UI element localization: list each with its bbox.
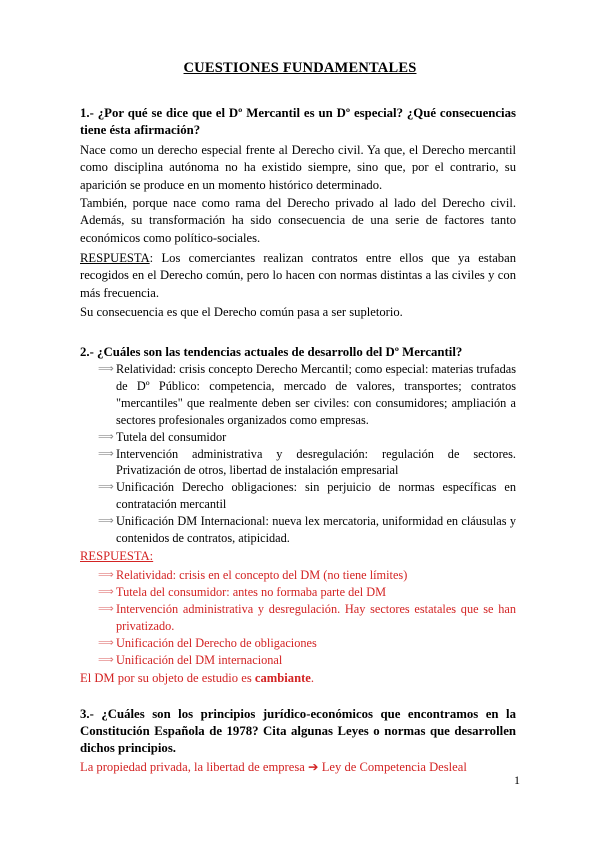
q2-conclusion: El DM por su objeto de estudio es cambiante. xyxy=(80,671,315,685)
list-item: ⟹ Unificación DM Internacional: nueva lex mercatoria, uniformidad en cláusulas y contenidos de contratos, atipicidad. xyxy=(98,514,516,546)
question-2: 2.- ¿Cuáles son las tendencias actuales de desarrollo del Dº Mercantil? xyxy=(80,345,463,359)
list-item: ⟹ Relatividad: crisis concepto Derecho Mercantil; como especial: materias trufadas de Dº Público: competencia, mercado de valores, transportes; contratos "mercantiles" que realmente deben ser civiles: con consumidores; ampliación a sectores profesionales organizados como empresas. xyxy=(98,362,516,427)
question-1: 1.- ¿Por qué se dice que el Dº Mercantil es un Dº especial? ¿Qué consecuencias tiene ésta afirmación? xyxy=(80,106,516,137)
q2-tendencias-list xyxy=(98,361,516,547)
q1-respuesta xyxy=(80,250,516,302)
arrow-right-icon: ⟹ xyxy=(98,652,114,666)
arrow-right-icon: ⟹ xyxy=(98,429,114,443)
list-item: ⟹ Unificación del Derecho de obligaciones xyxy=(98,635,317,650)
list-item: ⟹ Unificación Derecho obligaciones: sin perjuicio de normas específicas en contratación mercantil xyxy=(98,480,516,512)
question-3: 3.- ¿Cuáles son los principios jurídico-económicos que encontramos en la Constitución Española de 1978? Cita algunas Leyes o normas que desarrollen dichos principios. xyxy=(80,707,516,755)
arrow-right-icon: ➔ xyxy=(308,760,319,774)
list-item: ⟹ Tutela del consumidor: antes no formaba parte del DM xyxy=(98,584,387,599)
q1-consecuencia: Su consecuencia es que el Derecho común pasa a ser supletorio. xyxy=(80,305,403,319)
respuesta-text: : Los comerciantes realizan contratos entre ellos que ya estaban recogidos en el Derecho común, pero lo hacen con normas distintas a las civiles y con más frecuencia. xyxy=(80,251,516,300)
respuesta-label: RESPUESTA xyxy=(80,251,150,265)
q2-respuesta-label: RESPUESTA: xyxy=(80,549,154,563)
list-item: ⟹ Relatividad: crisis en el concepto del DM (no tiene límites) xyxy=(98,568,408,582)
arrow-right-icon: ⟹ xyxy=(98,635,114,649)
arrow-right-icon: ⟹ xyxy=(98,446,114,460)
list-item: ⟹ Tutela del consumidor xyxy=(98,429,227,444)
arrow-right-icon: ⟹ xyxy=(98,584,114,598)
list-item: ⟹ Intervención administrativa y desregulación. Hay sectores estatales que se han privatizado. xyxy=(98,601,516,633)
page-number: 1 xyxy=(514,773,520,787)
q1-paragraph-2: También, porque nace como rama del Derecho privado al lado del Derecho civil. Además, su transformación ha sido consecuencia de una serie de factores tanto económicos como político-sociales. xyxy=(80,196,516,245)
list-item: ⟹ Intervención administrativa y desregulación: regulación de sectores. Privatización de otros, libertad de instalación empresarial xyxy=(98,446,516,478)
list-item: ⟹ Unificación del DM internacional xyxy=(98,652,283,667)
arrow-right-icon: ⟹ xyxy=(98,568,114,581)
document-title: CUESTIONES FUNDAMENTALES xyxy=(183,60,417,76)
conclusion-keyword: cambiante xyxy=(254,671,311,685)
q1-paragraph-1: Nace como un derecho especial frente al Derecho civil. Ya que, el Derecho mercantil como disciplina autónoma no ha existido siempre, sino que, por el contrario, su aparición se produce en un momento histórico determinado. xyxy=(80,143,516,192)
q2-respuesta-list xyxy=(98,567,516,668)
q3-answer: La propiedad privada, la libertad de empresa ➔ Ley de Competencia Desleal xyxy=(80,760,467,774)
arrow-right-icon: ⟹ xyxy=(98,514,114,528)
arrow-right-icon: ⟹ xyxy=(98,362,114,375)
arrow-right-icon: ⟹ xyxy=(98,601,114,615)
arrow-right-icon: ⟹ xyxy=(98,480,114,494)
